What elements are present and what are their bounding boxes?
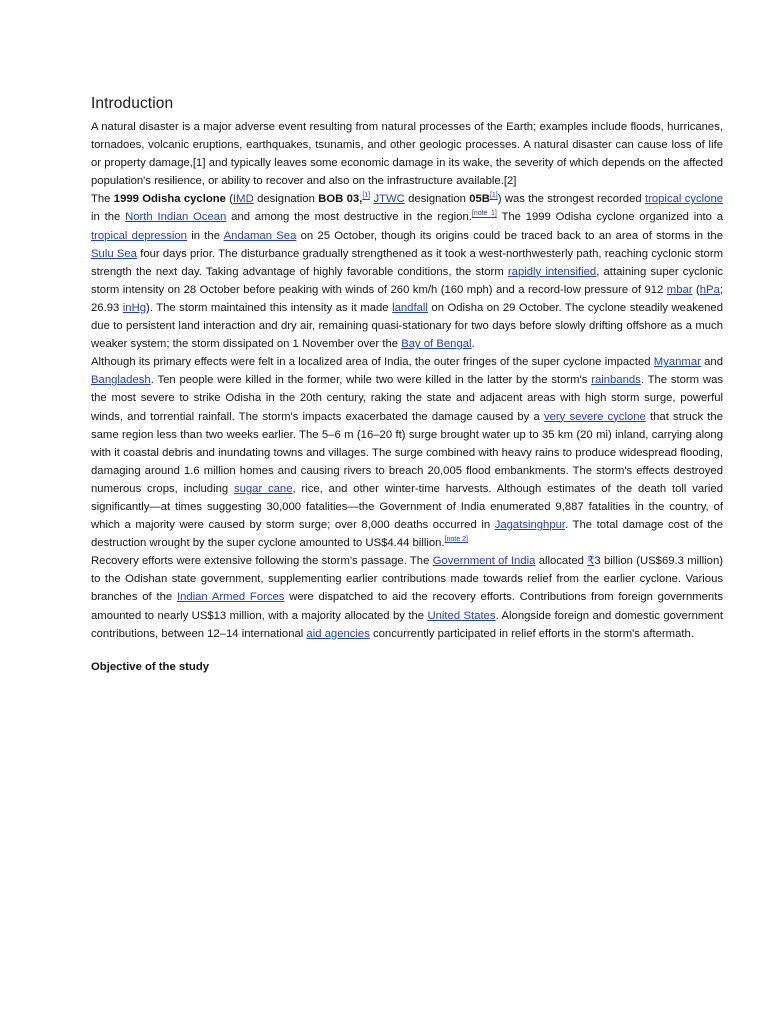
citation-ref-1b[interactable] [490,193,498,200]
text: The [91,193,114,206]
link-sulu-sea[interactable]: Sulu Sea [91,247,137,260]
objective-heading: Objective of the study [91,660,210,673]
text: in the [186,229,224,242]
link-government-of-india[interactable]: Government of India [432,555,536,568]
link-andaman-sea[interactable]: Andaman Sea [223,229,297,242]
link-aid-agencies[interactable]: aid agencies [306,627,370,640]
citation-link[interactable]: [1] [489,192,498,200]
link-very-severe-cyclone[interactable]: very severe cyclone [543,410,646,423]
bold-bob-designation: BOB 03, [318,193,363,206]
text: The 1999 Odisha cyclone organized into a [496,211,723,224]
text: designation [404,193,470,206]
paragraph-impacts [91,353,723,552]
text: were dispatched to aid the recovery efforts. Contributions from foreign governments amounted to nearly US$13 million, with a majority allocated by the [91,591,723,622]
text: on Odisha on 29 October. The cyclone steadily weakened due to persistent land interaction and dry air, remaining quasi-stationary for two days before slowly drifting offshore as a much weaker system; the storm dissipated on 1 November over the [91,301,724,351]
note-ref-1[interactable] [472,211,497,218]
text: . The total damage cost of the destruction wrought by the super cyclone amounted to US$4.44 billion. [91,519,723,550]
text: . Ten people were killed in the former, while two were killed in the latter by the storm's [150,374,592,387]
link-inhg[interactable]: inHg [122,301,147,314]
citation-link[interactable]: [1] [362,192,371,200]
link-myanmar[interactable]: Myanmar [653,356,701,369]
link-mbar[interactable]: mbar [666,283,693,296]
link-bangladesh[interactable]: Bangladesh [91,374,151,387]
link-imd[interactable]: IMD [233,193,254,206]
link-jtwc[interactable]: JTWC [373,193,405,206]
text: ). The storm maintained this intensity as it made [146,301,393,314]
text: that struck the same region less than two weeks earlier. The 5–6 m (16–20 ft) surge brought water up to 35 km (20 mi) inland, carrying along with it coastal debris and inundating towns and villages. The surge combined with heavy rains to produce widespread flooding, damaging around 1.6 million homes and causing rivers to breach 20,005 flood embankments. The storm's effects destroyed numerous crops, including [91,410,723,495]
link-landfall[interactable]: landfall [392,301,428,314]
text: . Alongside foreign and domestic government contributions, between 12–14 international [91,609,724,640]
link-sugar-cane[interactable]: sugar cane [233,482,293,495]
link-united-states[interactable]: United States [427,609,496,622]
paragraph-odisha-cyclone [91,190,723,353]
text: Recovery efforts were extensive following the storm's passage. The [91,555,433,568]
note-link[interactable]: [note 2] [444,536,468,544]
bold-cyclone-name: 1999 Odisha cyclone [113,193,226,206]
link-rupee[interactable]: ₹ [587,555,595,568]
link-tropical-cyclone[interactable]: tropical cyclone [644,193,724,206]
text: four days prior. The disturbance gradually strengthened as it took a west-northwesterly path, reaching cyclonic storm strength the next day. Taking advantage of highly favorable conditions, the storm [91,247,723,278]
text: ( [225,193,234,206]
note-ref-2[interactable] [445,536,468,543]
text: and [700,356,723,369]
link-rapidly-intensified[interactable]: rapidly intensified [507,265,597,278]
text: , rice, and other winter-time harvests. Although estimates of the death toll varied significantly—at times suggesting 30,000 fatalities—the Government of India enumerated 9,887 fatalities in the country, of which a majority were caused by storm surge; over 8,000 deaths occurred in [91,482,723,532]
link-tropical-depression[interactable]: tropical depression [91,229,187,242]
text: on 25 October, though its origins could be traced back to an area of storms in the [296,229,724,242]
paragraph-recovery [91,552,723,642]
text: . The storm was the most severe to strike Odisha in the 20th century, raking the state and adjacent areas with high storm surge, powerful winds, and torrential rainfall. The storm's impacts exacerbated the damage caused by a [91,374,723,423]
text: 3 billion (US$69.3 million) to the Odishan state government, supplementing earlier contributions made towards relief from the earlier cyclone. Various branches of the [91,555,724,604]
text: , attaining super cyclonic storm intensity on 28 October before peaking with winds of 260 km/h (160 mph) and a record-low pressure of 912 [91,265,723,296]
paragraph-natural-disaster: A natural disaster is a major adverse event resulting from natural processes of the Earth; examples include floods, hurricanes, tornadoes, volcanic eruptions, earthquakes, tsunamis, and other geologic processes. A natural disaster can cause loss of life or property damage,[1] and typically leaves some economic damage in its wake, the severity of which depends on the affected population's resilience, or ability to recover and also on the infrastructure available.[2] [91,121,723,188]
text: concurrently participated in relief efforts in the storm's aftermath. [369,627,694,640]
text: ; 26.93 [91,283,723,314]
text: in the [91,211,126,224]
text: ) was the strongest recorded [497,193,645,206]
link-indian-armed-forces[interactable]: Indian Armed Forces [176,591,285,604]
link-rainbands[interactable]: rainbands [591,374,641,387]
text: and among the most destructive in the region. [226,211,472,224]
introduction-heading: Introduction [91,95,174,112]
text: Although its primary effects were felt in a localized area of India, the outer fringes of the super cyclone impacted [91,356,654,369]
text: ( [692,283,700,296]
link-bay-of-bengal[interactable]: Bay of Bengal [401,338,472,351]
note-link[interactable]: [note 1] [471,210,497,218]
link-hpa[interactable]: hPa [699,283,720,296]
text: designation [253,193,319,206]
link-north-indian-ocean[interactable]: North Indian Ocean [125,211,227,224]
citation-ref-1[interactable] [362,193,370,200]
document-page [91,95,723,673]
bold-05b-designation: 05B [469,193,490,206]
link-jagatsinghpur[interactable]: Jagatsinghpur [494,519,566,532]
text: allocated [535,555,588,568]
text: . [471,338,475,351]
